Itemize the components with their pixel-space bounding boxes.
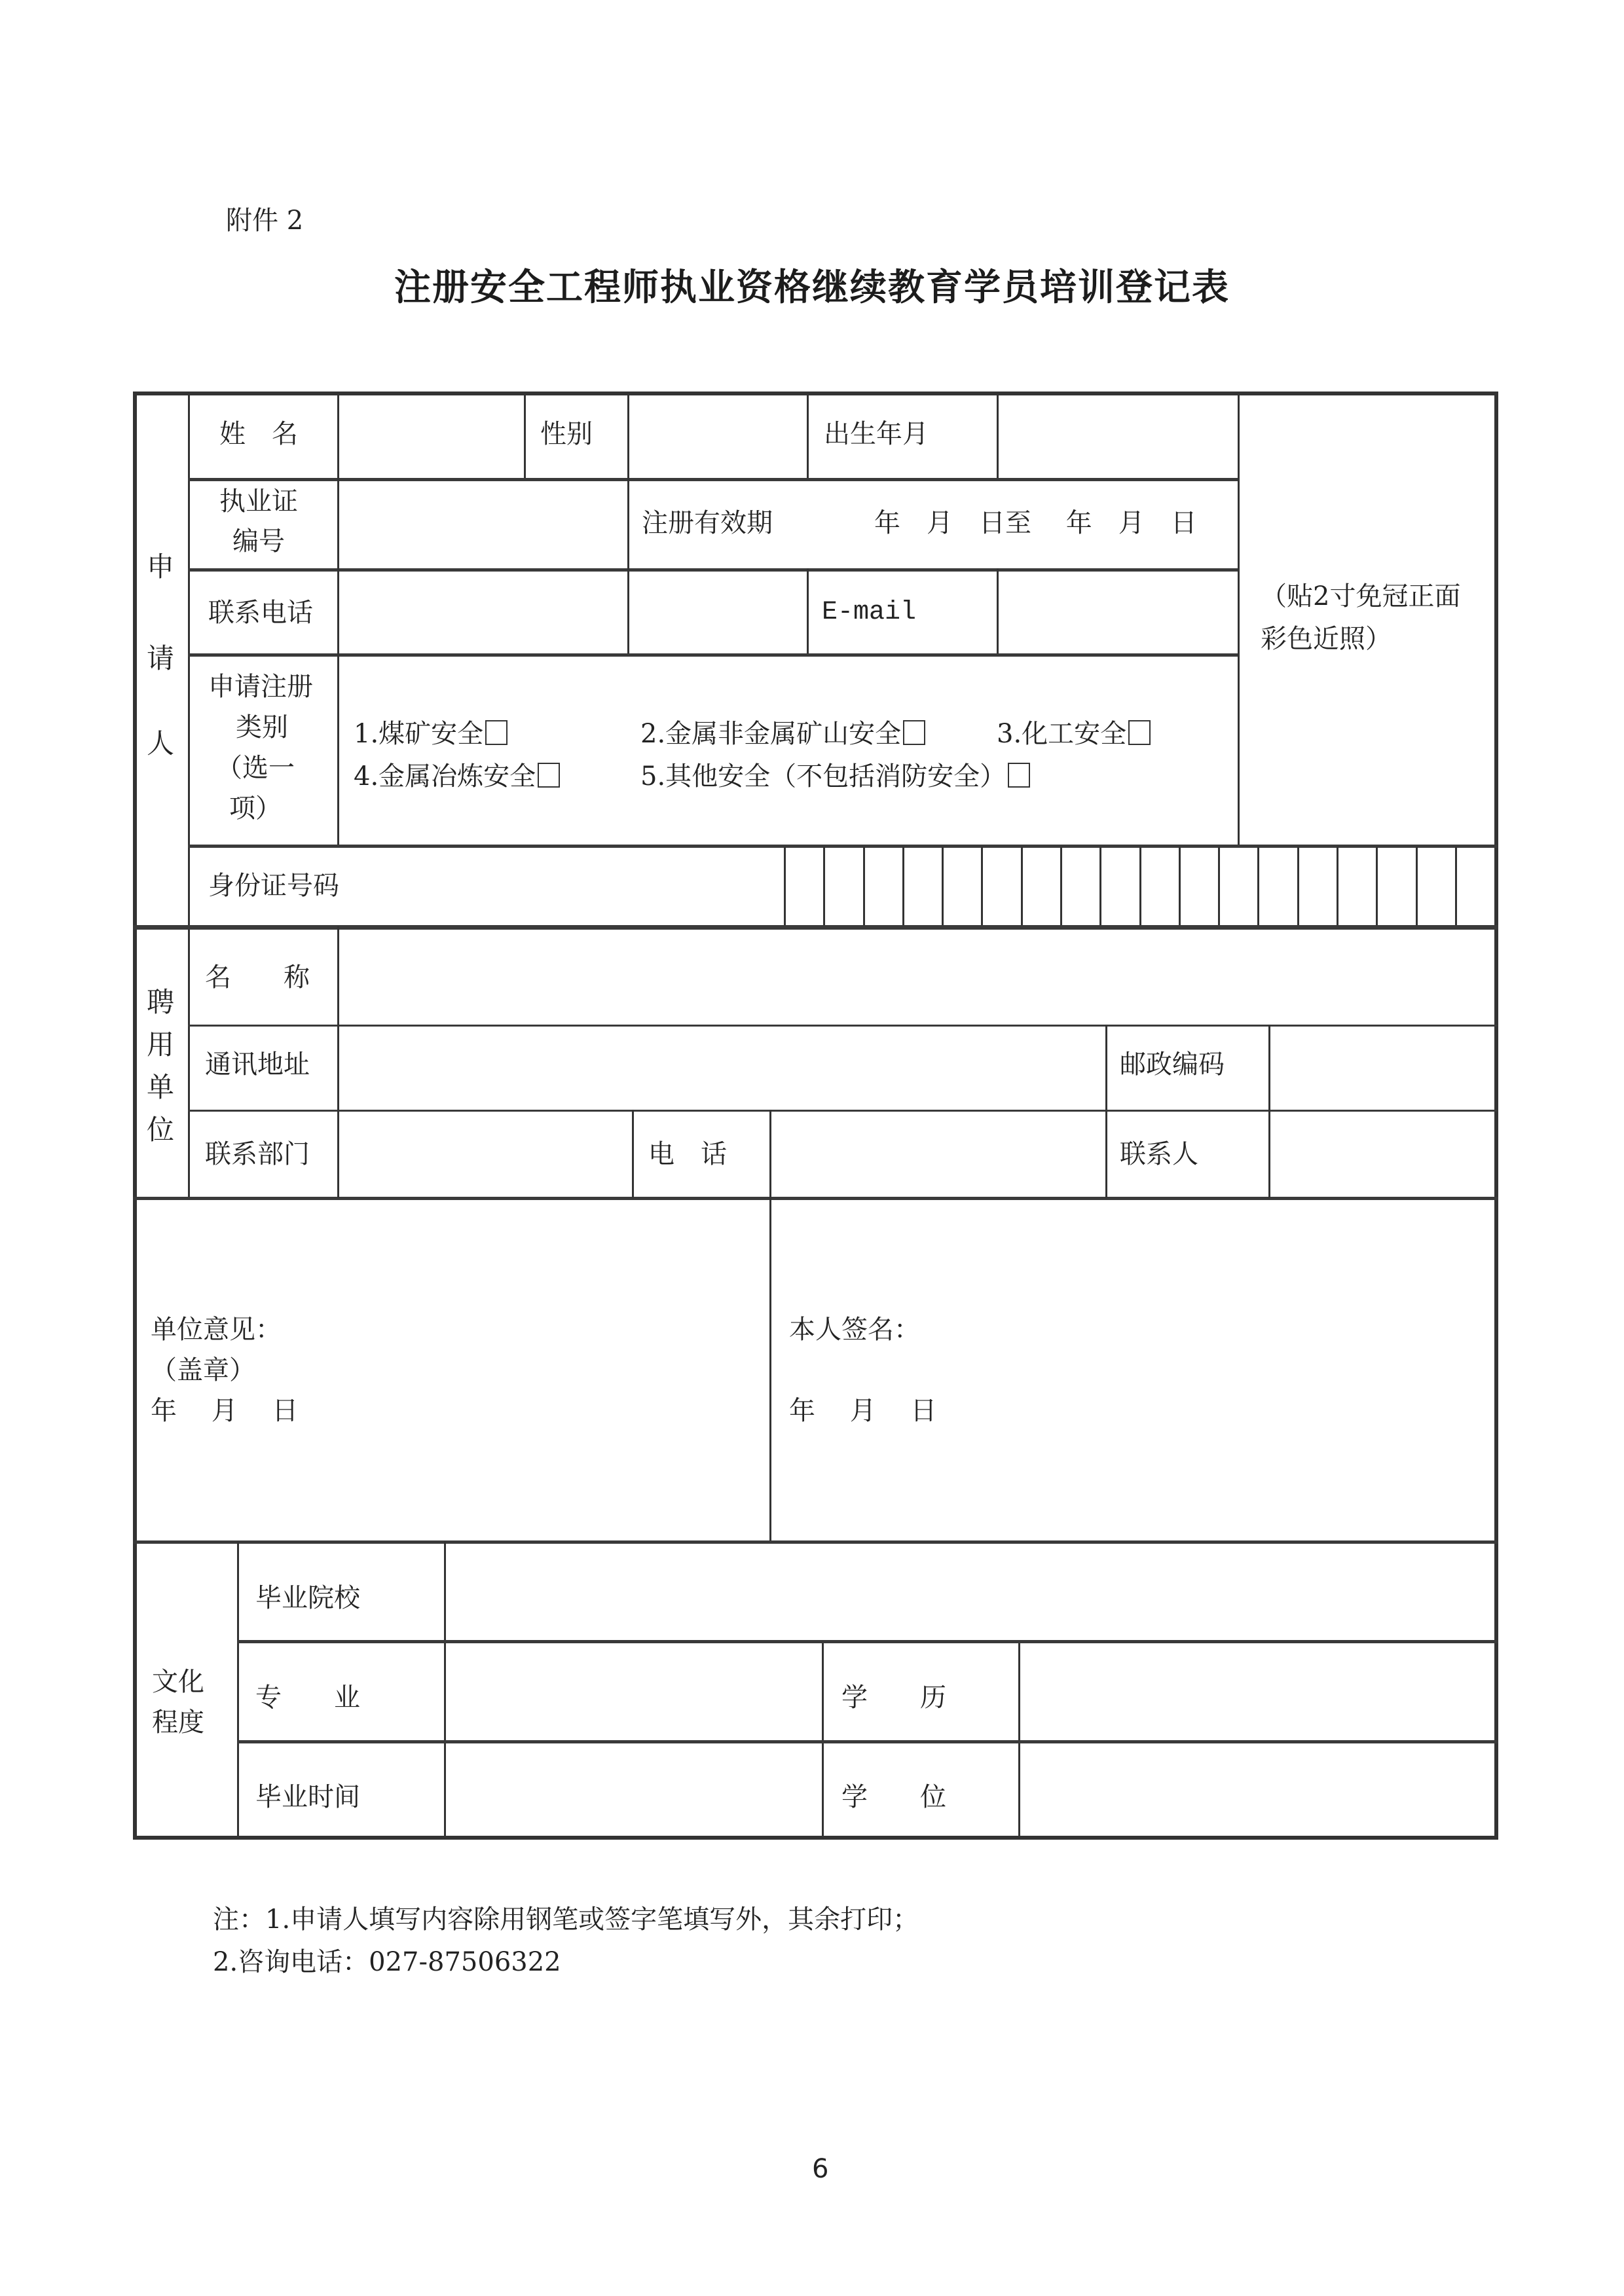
id-digit-cell[interactable]: [1416, 847, 1455, 925]
id-digit-cell[interactable]: [784, 847, 823, 925]
section-label-applicant-1: 申: [146, 551, 174, 583]
divider: [237, 1542, 239, 1840]
page-number: 6: [812, 2154, 829, 2184]
id-digit-cell[interactable]: [1218, 847, 1257, 925]
checkbox[interactable]: [485, 720, 507, 745]
category-option-2[interactable]: [640, 714, 925, 754]
birth-label: 出生年月: [824, 419, 929, 449]
license-label-line2: 编号: [232, 526, 285, 556]
category-option-label: 3.化工安全: [997, 719, 1127, 749]
category-option-label: 5.其他安全（不包括消防安全）: [640, 761, 1006, 792]
divider: [133, 1540, 1498, 1544]
checkbox[interactable]: [538, 763, 560, 788]
signature-label: 本人签名：: [789, 1315, 920, 1345]
id-digit-cell[interactable]: [1376, 847, 1415, 925]
school-field[interactable]: [446, 1545, 1494, 1640]
checkbox[interactable]: [1128, 720, 1151, 745]
category-option-label: 4.金属冶炼安全: [354, 761, 536, 792]
education-section-label-line1: 文化: [152, 1667, 204, 1697]
id-digit-cell[interactable]: [942, 847, 981, 925]
school-label: 毕业院校: [255, 1583, 360, 1613]
education-section-label-line2: 程度: [152, 1707, 204, 1738]
validity-label: 注册有效期: [642, 508, 773, 538]
attachment-label: 附件 2: [226, 206, 304, 236]
grad-time-field[interactable]: [446, 1743, 822, 1836]
divider: [1105, 1025, 1107, 1198]
major-label: 专 业: [255, 1683, 360, 1713]
divider: [807, 392, 809, 478]
email-field[interactable]: [999, 572, 1238, 653]
note-line-1: 注：1.申请人填写内容除用钢笔或签字笔填写外，其余打印；: [213, 1904, 919, 1935]
id-number-label: 身份证号码: [208, 871, 339, 901]
category-option-label: 2.金属非金属矿山安全: [640, 719, 902, 749]
id-digit-cell[interactable]: [1139, 847, 1179, 925]
id-digit-cell[interactable]: [1099, 847, 1139, 925]
checkbox[interactable]: [903, 720, 925, 745]
signature-date: 年 月 日: [789, 1396, 937, 1426]
section-label-employer-2: 用: [146, 1029, 174, 1061]
category-option-3[interactable]: [997, 714, 1151, 754]
seal-label: （盖章）: [151, 1355, 255, 1385]
degree-level-label: 学 历: [841, 1683, 946, 1713]
id-digit-cell[interactable]: [1297, 847, 1337, 925]
dept-label: 联系部门: [205, 1139, 310, 1169]
address-field[interactable]: [339, 1027, 1105, 1110]
tel-label: 电 话: [648, 1139, 727, 1169]
category-label-2: 类别: [236, 712, 288, 742]
dept-field[interactable]: [339, 1112, 632, 1197]
category-option-label: 1.煤矿安全: [354, 719, 484, 749]
gender-label: 性别: [540, 419, 593, 449]
category-label-1: 申请注册: [208, 672, 313, 702]
name-field[interactable]: [339, 395, 524, 478]
license-number-field[interactable]: [339, 481, 627, 568]
section-label-applicant-3: 人: [146, 727, 174, 759]
category-option-5[interactable]: [640, 756, 1030, 797]
section-label-employer-4: 位: [146, 1114, 174, 1146]
id-digit-cell[interactable]: [1257, 847, 1297, 925]
category-option-4[interactable]: [354, 756, 560, 797]
grad-time-label: 毕业时间: [255, 1782, 360, 1812]
major-field[interactable]: [446, 1643, 822, 1740]
phone-label: 联系电话: [208, 598, 313, 628]
postcode-label: 邮政编码: [1120, 1049, 1225, 1080]
degree-level-field[interactable]: [1020, 1643, 1494, 1740]
id-digit-cell[interactable]: [1060, 847, 1099, 925]
id-digit-cell[interactable]: [1021, 847, 1060, 925]
divider: [632, 1110, 634, 1198]
form-title: 注册安全工程师执业资格继续教育学员培训登记表: [394, 266, 1230, 309]
photo-note-line2: 彩色近照）: [1261, 624, 1392, 654]
section-label-employer-3: 单: [146, 1071, 174, 1103]
note-line-2: 2.咨询电话：027-87506322: [213, 1947, 561, 1977]
id-digit-cell[interactable]: [902, 847, 942, 925]
checkbox[interactable]: [1008, 763, 1030, 788]
id-digit-cell[interactable]: [981, 847, 1020, 925]
phone-field[interactable]: [339, 572, 807, 653]
id-digit-cell[interactable]: [1337, 847, 1376, 925]
id-digit-cell[interactable]: [863, 847, 902, 925]
divider: [524, 392, 526, 478]
unit-date: 年 月 日: [151, 1396, 299, 1426]
name-label: 姓 名: [219, 419, 298, 449]
employer-name-label: 名 称: [205, 962, 310, 993]
id-digit-cell[interactable]: [1455, 847, 1494, 925]
degree-field[interactable]: [1020, 1743, 1494, 1836]
license-label-line1: 执业证: [219, 486, 298, 517]
gender-field[interactable]: [629, 395, 807, 478]
category-label-3: （选一: [216, 753, 295, 783]
tel-field[interactable]: [771, 1112, 1105, 1197]
validity-value[interactable]: 年 月 日至 年 月 日: [874, 508, 1197, 538]
postcode-field[interactable]: [1270, 1027, 1494, 1110]
section-label-employer-1: 聘: [146, 986, 174, 1018]
unit-opinion-area[interactable]: [137, 1202, 769, 1540]
unit-opinion-label: 单位意见：: [151, 1315, 282, 1345]
contact-label: 联系人: [1120, 1139, 1198, 1169]
id-number-cells: [784, 847, 1494, 925]
degree-label: 学 位: [841, 1782, 946, 1812]
divider: [807, 568, 809, 653]
divider: [188, 653, 1238, 657]
employer-name-field[interactable]: [339, 930, 1494, 1025]
section-label-applicant-2: 请: [146, 642, 174, 674]
category-label-4: 项）: [229, 793, 282, 824]
id-digit-cell[interactable]: [823, 847, 862, 925]
divider: [188, 392, 190, 1198]
photo-note-line1: （贴2寸免冠正面: [1261, 581, 1461, 611]
email-label: E-mail: [822, 598, 917, 627]
category-option-1[interactable]: [354, 714, 507, 754]
id-digit-cell[interactable]: [1179, 847, 1218, 925]
address-label: 通讯地址: [205, 1049, 310, 1080]
birth-field[interactable]: [999, 395, 1238, 478]
contact-field[interactable]: [1270, 1112, 1494, 1197]
signature-area[interactable]: [771, 1202, 1494, 1540]
